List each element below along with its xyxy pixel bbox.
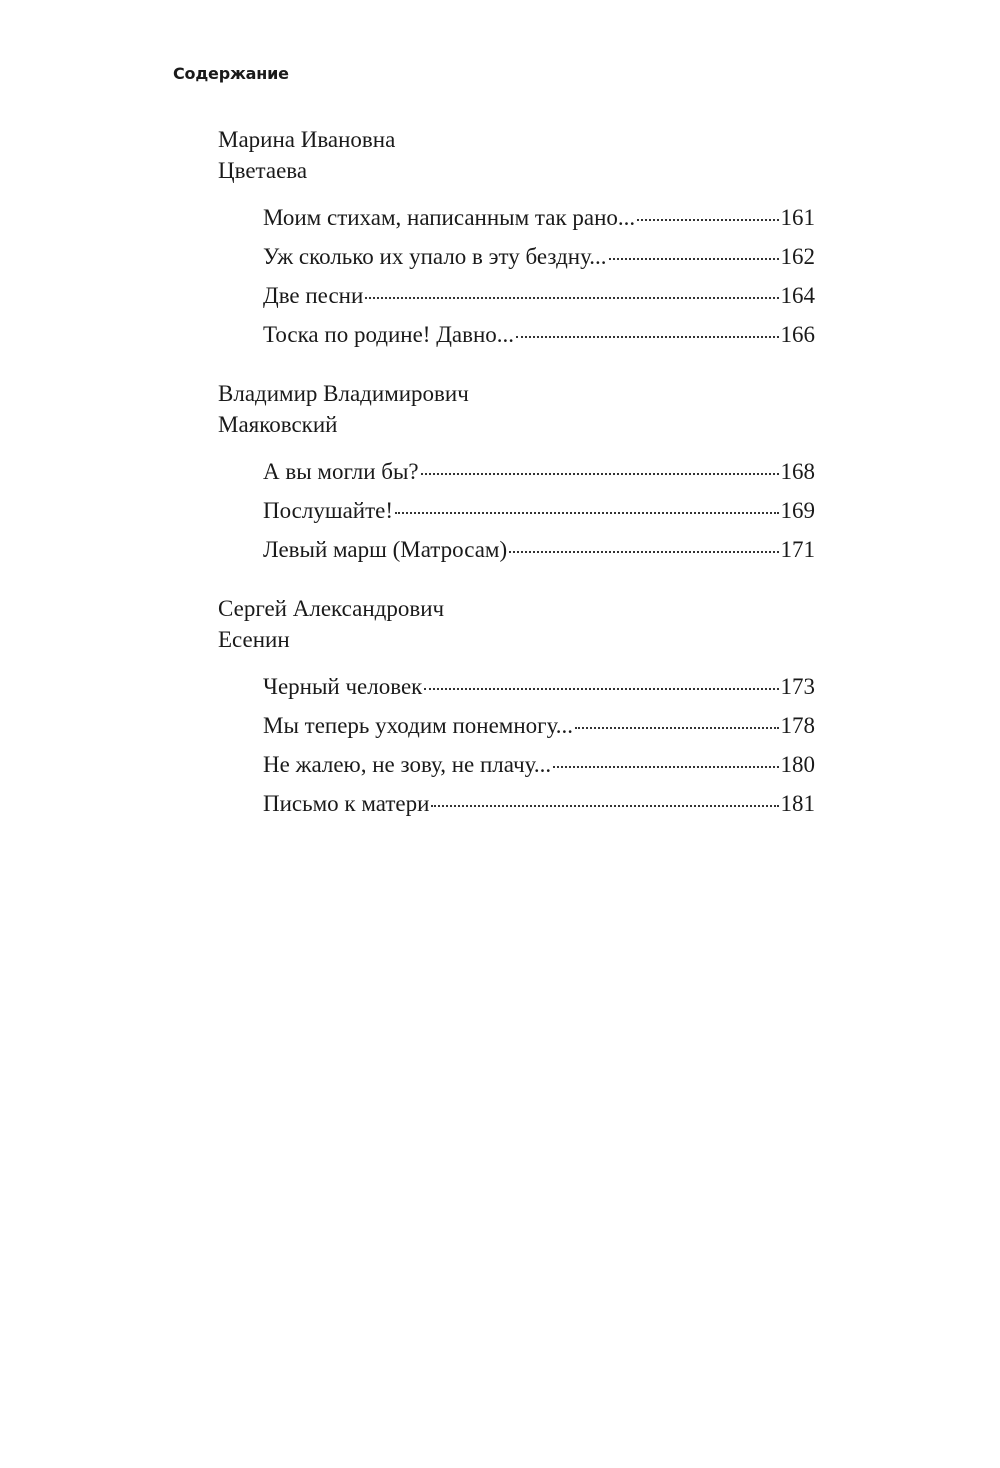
author-last-name: Есенин [218, 627, 290, 652]
entry-page: 171 [780, 537, 815, 562]
toc-entry[interactable] [263, 237, 815, 276]
dot-leader [424, 688, 778, 690]
toc-entry[interactable] [263, 198, 815, 237]
entry-page: 168 [780, 459, 815, 484]
entry-page: 164 [780, 283, 815, 308]
table-of-contents [218, 124, 815, 847]
toc-entry[interactable] [263, 706, 815, 745]
dot-leader [637, 219, 778, 221]
entry-page: 169 [780, 498, 815, 523]
entry-title: Черный человек [263, 674, 423, 699]
author-first-name: Марина Ивановна [218, 127, 396, 152]
dot-leader [609, 258, 779, 260]
entry-title: А вы могли бы? [263, 459, 419, 484]
dot-leader [516, 336, 778, 338]
author-name [218, 593, 815, 655]
dot-leader [365, 297, 778, 299]
entry-title: Письмо к матери [263, 791, 430, 816]
entry-page: 162 [780, 244, 815, 269]
entry-title: Моим стихам, написанным так рано... [263, 205, 636, 230]
toc-entry[interactable] [263, 745, 815, 784]
entry-page: 166 [780, 322, 815, 347]
page-header: Содержание [173, 64, 289, 83]
section-esenin [218, 593, 815, 823]
entry-page: 180 [780, 752, 815, 777]
toc-entry[interactable] [263, 530, 815, 569]
entry-title: Мы теперь уходим понемногу... [263, 713, 574, 738]
entry-page: 178 [780, 713, 815, 738]
author-name [218, 378, 815, 440]
toc-entry[interactable] [263, 784, 815, 823]
dot-leader [431, 805, 778, 807]
toc-entry[interactable] [263, 452, 815, 491]
dot-leader [395, 512, 778, 514]
toc-entry[interactable] [263, 667, 815, 706]
author-last-name: Маяковский [218, 412, 338, 437]
dot-leader [509, 551, 778, 553]
author-last-name: Цветаева [218, 158, 308, 183]
toc-entry[interactable] [263, 276, 815, 315]
toc-entry[interactable] [263, 315, 815, 354]
dot-leader [553, 766, 778, 768]
entry-title: Не жалею, не зову, не плачу... [263, 752, 552, 777]
section-mayakovsky [218, 378, 815, 569]
dot-leader [575, 727, 778, 729]
entry-title: Две песни [263, 283, 364, 308]
toc-entry[interactable] [263, 491, 815, 530]
entry-title: Тоска по родине! Давно... [263, 322, 515, 347]
entry-page: 181 [780, 791, 815, 816]
section-tsvetaeva [218, 124, 815, 354]
entry-title: Послушайте! [263, 498, 394, 523]
author-first-name: Сергей Александрович [218, 596, 445, 621]
entry-title: Левый марш (Матросам) [263, 537, 508, 562]
author-name [218, 124, 815, 186]
author-first-name: Владимир Владимирович [218, 381, 469, 406]
dot-leader [421, 473, 779, 475]
entry-title: Уж сколько их упало в эту бездну... [263, 244, 607, 269]
entry-page: 161 [780, 205, 815, 230]
entry-page: 173 [780, 674, 815, 699]
